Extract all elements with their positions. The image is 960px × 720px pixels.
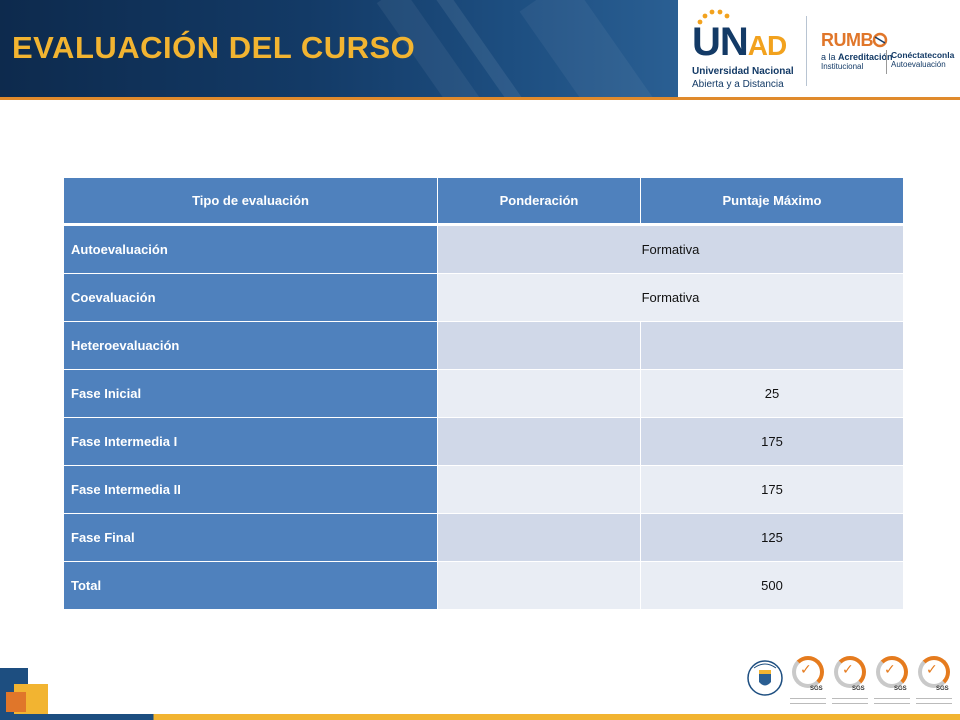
row-label: Fase Inicial xyxy=(64,370,438,418)
ponderacion-cell xyxy=(438,370,641,418)
merged-cell: Formativa xyxy=(438,226,903,274)
puntaje-cell: 500 xyxy=(641,562,903,610)
ponderacion-cell xyxy=(438,514,641,562)
banner-accent-line xyxy=(0,97,960,100)
row-label: Total xyxy=(64,562,438,610)
row-label: Fase Intermedia I xyxy=(64,418,438,466)
table-row xyxy=(64,370,903,418)
ponderacion-cell xyxy=(438,562,641,610)
rumbo-acreditacion-logo xyxy=(818,28,893,73)
row-label: Fase Final xyxy=(64,514,438,562)
table-row xyxy=(64,274,903,322)
rumbo-wordmark: RUMB xyxy=(821,30,873,50)
logo-divider xyxy=(806,16,807,86)
sgs-cert-icon: ✓ SGS xyxy=(788,656,828,706)
rumbo-o-icon xyxy=(872,32,888,48)
certification-logos xyxy=(740,654,956,710)
table-row xyxy=(64,322,903,370)
row-label: Heteroevaluación xyxy=(64,322,438,370)
conectate-line2: Autoevaluación xyxy=(891,60,946,69)
conectate-logo xyxy=(886,50,958,74)
colombia-crest-icon xyxy=(746,658,784,698)
row-label: Fase Intermedia II xyxy=(64,466,438,514)
puntaje-cell: 25 xyxy=(641,370,903,418)
sgs-cert-icon: ✓ SGS xyxy=(830,656,870,706)
ponderacion-cell xyxy=(438,418,641,466)
merged-cell: Formativa xyxy=(438,274,903,322)
row-label: Autoevaluación xyxy=(64,226,438,274)
table-row xyxy=(64,418,903,466)
evaluation-table-container xyxy=(64,178,903,610)
unad-name-line1: Universidad Nacional xyxy=(692,66,794,77)
corner-decoration-orange xyxy=(6,692,26,712)
unad-wordmark: UNAD xyxy=(692,20,787,64)
row-label: Coevaluación xyxy=(64,274,438,322)
table-row xyxy=(64,466,903,514)
header-puntaje: Puntaje Máximo xyxy=(641,178,903,226)
footer-accent-line xyxy=(0,714,960,720)
ponderacion-cell xyxy=(438,466,641,514)
table-row xyxy=(64,514,903,562)
table-header-row xyxy=(64,178,903,226)
puntaje-cell: 125 xyxy=(641,514,903,562)
title-banner xyxy=(0,0,678,97)
header-tipo: Tipo de evaluación xyxy=(64,178,438,226)
rumbo-line2: Institucional xyxy=(821,62,864,71)
conectate-line1: Conéctateconla xyxy=(891,50,955,60)
table-row xyxy=(64,226,903,274)
ponderacion-cell xyxy=(438,322,641,370)
unad-logo xyxy=(686,6,796,92)
sgs-cert-icon: ✓ SGS xyxy=(914,656,954,706)
slide-title: EVALUACIÓN DEL CURSO xyxy=(12,30,416,65)
puntaje-cell: 175 xyxy=(641,466,903,514)
evaluation-table xyxy=(64,178,903,610)
puntaje-cell: 175 xyxy=(641,418,903,466)
unad-name-line2: Abierta y a Distancia xyxy=(692,79,784,90)
table-row xyxy=(64,562,903,610)
slide-header xyxy=(0,0,960,100)
corner-decoration-white xyxy=(28,676,32,684)
header-ponderacion: Ponderación xyxy=(438,178,641,226)
sgs-cert-icon: ✓ SGS xyxy=(872,656,912,706)
rumbo-line1: a la Acreditación xyxy=(821,52,893,62)
puntaje-cell xyxy=(641,322,903,370)
